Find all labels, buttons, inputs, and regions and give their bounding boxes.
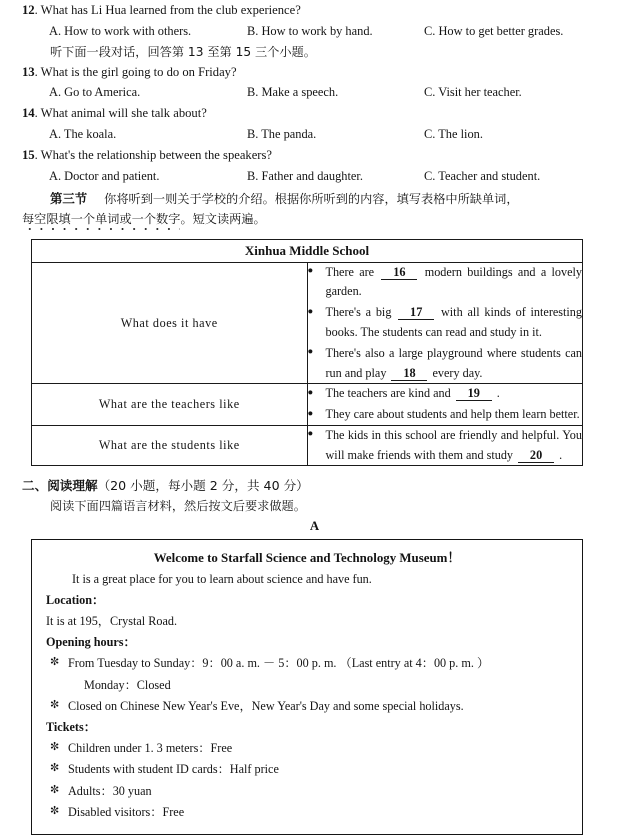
answer-blank-17[interactable]: 17 [398,305,434,320]
museum-hours-item: ✼ From Tuesday to Sunday：9：00 a. m. － 5：00 p. m. （Last entry at 4：00 p. m. ） [46,653,568,674]
section-three-line-1 [0,189,639,210]
note-taking-table [31,239,583,467]
section-three-text-1: 你将听到一则关于学校的介绍。根据你所听到的内容，填写表格中所缺单词， [104,191,519,206]
dialogue-instruction: 听下面一段对话，回答第 13 至第 15 三个小题。 [50,44,316,59]
question-stem-14 [0,103,639,124]
bullet-text: There's also a large playground where students can run and play [325,345,582,380]
table-row-head-2: What are the teachers like [32,384,308,426]
option-15-c[interactable]: C. Teacher and student. [424,168,541,183]
bullet-text: . [493,386,500,401]
passage-letter-a: A [309,519,320,534]
table-row-body-2 [307,384,583,426]
table-title-row [32,239,583,262]
answer-blank-18[interactable]: 18 [391,366,427,381]
section-three-text-2: 。短文读两遍。 [180,212,266,227]
reading-section-heading [0,475,639,494]
question-number-13: 13 [22,64,35,79]
bullet-text: modern buildings and a lovely garden. [325,264,582,299]
museum-title-text: Welcome to Starfall Science and Technology Museum [153,551,448,566]
museum-ticket-item: ✼ Adults：30 yuan [46,781,568,802]
option-12-b[interactable]: B. How to work by hand. [247,23,373,38]
table-row-head-1: What does it have [32,262,308,384]
bullet-item [308,384,583,404]
table-title: Xinhua Middle School [32,239,583,262]
option-13-c[interactable]: C. Visit her teacher. [424,85,522,100]
option-row-13 [0,82,639,103]
option-15-b[interactable]: B. Father and daughter. [247,168,363,183]
question-number-15: 15 [22,148,35,163]
reading-heading-bold: 二、阅读理解 [22,478,98,494]
option-row-15 [0,166,639,187]
option-14-b[interactable]: B. The panda. [247,127,317,142]
bullet-text: The teachers are kind and [325,386,454,401]
option-14-c[interactable]: C. The lion. [424,127,483,142]
museum-ticket-item: ✼ Children under 1. 3 meters：Free [46,738,568,759]
section-three-label: 第三节 [50,190,88,206]
question-text-14: . What animal will she talk about? [34,106,207,121]
museum-ticket-item: ✼ Disabled visitors：Free [46,802,568,823]
museum-tickets-label: Tickets： [46,720,96,735]
question-text-15: . What's the relationship between the speakers? [34,148,272,163]
answer-blank-20[interactable]: 20 [518,448,554,463]
question-text-13: . What is the girl going to do on Friday? [34,64,237,79]
bullet-item [308,303,583,343]
section-three-intro [0,189,639,230]
section-three-emphasis: 每空限填一个单词或一个数字 [22,212,181,227]
table-row [32,262,583,384]
option-14-a[interactable]: A. The koala. [49,127,117,142]
bullet-item [308,426,583,466]
museum-hours-label: Opening hours： [46,635,136,650]
question-stem-15 [0,145,639,166]
option-row-14 [0,124,639,145]
table-row-body-1 [307,262,583,384]
question-block-13 [0,62,639,104]
question-block-14 [0,103,639,145]
museum-intro: It is a great place for you to learn about science and have fun. [72,571,372,586]
table-row [32,425,583,466]
option-row-12 [0,21,639,42]
museum-hours-item: ✼ Closed on Chinese New Year's Eve，New Year's Day and some special holidays. [46,696,568,717]
bullet-item [308,405,583,425]
museum-title [46,549,568,568]
option-15-a[interactable]: A. Doctor and patient. [49,168,160,183]
question-stem-12 [0,0,639,21]
bullet-text: The kids in this school are friendly and helpful. You will make friends with them and study [325,427,582,462]
question-block-12 [0,0,639,42]
reading-instruction: 阅读下面四篇语言材料，然后按文后要求做题。 [50,499,306,514]
bullet-text: They care about students and help them learn better. [325,407,580,422]
table-row-body-3 [307,425,583,466]
answer-blank-16[interactable]: 16 [381,265,417,280]
question-block-15 [0,145,639,187]
section-three-line-2 [0,209,639,229]
option-13-a[interactable]: A. Go to America. [49,85,141,100]
option-13-b[interactable]: B. Make a speech. [247,85,339,100]
museum-passage-box [31,539,583,835]
question-number-14: 14 [22,106,35,121]
question-stem-13 [0,62,639,83]
museum-location-value: It is at 195，Crystal Road. [46,613,178,628]
question-text-12: . What has Li Hua learned from the club experience? [34,3,301,17]
bullet-text: with all kinds of interesting books. The students can read and study in it. [325,305,582,340]
reading-heading-paren: （20 小题，每小题 2 分，共 40 分） [97,478,309,494]
bullet-text: . [556,447,563,462]
table-row-head-3: What are the students like [32,425,308,466]
bullet-item [308,263,583,303]
bullet-text: every day. [429,365,483,380]
museum-hours-sub: Monday：Closed [84,677,171,692]
bullet-text: There's a big [325,305,397,320]
table-row [32,384,583,426]
museum-ticket-item: ✼ Students with student ID cards：Half price [46,759,568,780]
museum-title-mark: ！ [447,551,461,566]
question-number-12: 12 [22,3,35,17]
bullet-text: There are [325,264,380,279]
answer-blank-19[interactable]: 19 [456,386,492,401]
museum-location-label: Location： [46,592,105,607]
option-12-a[interactable]: A. How to work with others. [49,23,192,38]
bullet-item [308,344,583,384]
option-12-c[interactable]: C. How to get better grades. [424,23,564,38]
